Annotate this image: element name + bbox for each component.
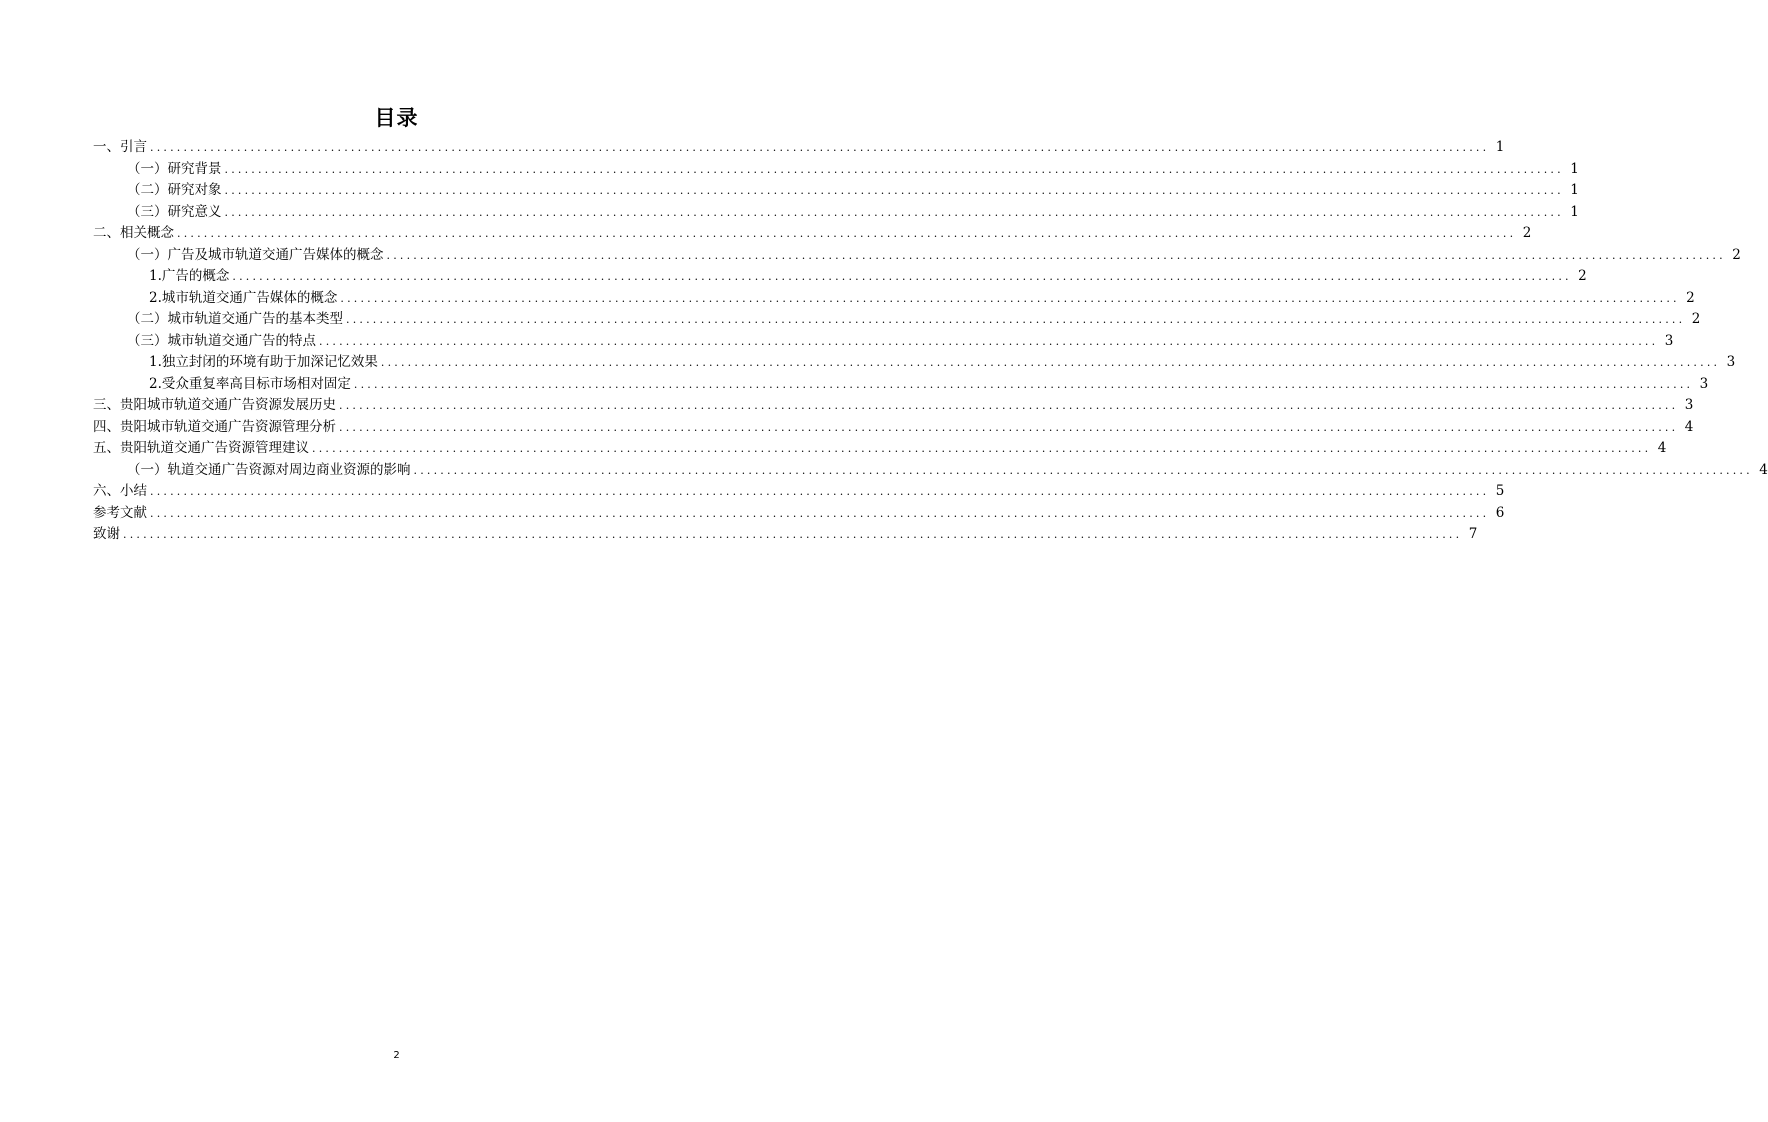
toc-entry-title: 五、贵阳轨道交通广告资源管理建议: [93, 440, 309, 456]
toc-leader-dots: ........................................................................................................................................................................................................: [340, 291, 1680, 305]
toc-entry-title: 致谢: [93, 526, 120, 542]
toc-entry-title: （一）轨道交通广告资源对周边商业资源的影响: [127, 461, 411, 478]
toc-entry-page: 1: [1570, 182, 1579, 198]
toc-entry[interactable]: [93, 503, 1505, 525]
toc-leader-dots: ........................................................................................................................................................................................................: [413, 463, 1753, 477]
toc-entry-title: 参考文献: [93, 504, 147, 521]
toc-entry-page: 1: [1570, 203, 1579, 220]
toc-leader-dots: ........................................................................................................................................................................................................: [319, 334, 1659, 348]
page-title: 目录: [374, 106, 419, 130]
toc-leader-dots: ........................................................................................................................................................................................................: [232, 270, 1572, 283]
toc-entry-page: 4: [1684, 418, 1694, 435]
toc-leader-dots: ........................................................................................................................................................................................................: [339, 399, 1679, 412]
toc-entry[interactable]: [93, 417, 1694, 439]
toc-entry-page: 1: [1570, 160, 1579, 177]
toc-entry[interactable]: [93, 288, 1695, 310]
toc-entry-page: 7: [1468, 526, 1478, 542]
toc-entry-page: 2: [1686, 289, 1695, 306]
toc-entry-page: 6: [1495, 504, 1505, 521]
toc-entry-page: 3: [1664, 332, 1674, 349]
toc-leader-dots: ........................................................................................................................................................................................................: [177, 227, 1517, 240]
toc-entry-title: （三）研究意义: [127, 203, 222, 220]
toc-entry[interactable]: [93, 309, 1701, 331]
toc-entry-page: 4: [1759, 461, 1768, 478]
toc-leader-dots: ........................................................................................................................................................................................................: [123, 528, 1463, 541]
toc-entry-title: 2.受众重复率高目标市场相对固定: [149, 375, 351, 392]
toc-entry[interactable]: [93, 245, 1741, 267]
toc-entry-page: 2: [1578, 268, 1587, 284]
toc-entry[interactable]: [93, 180, 1579, 202]
toc-entry[interactable]: [93, 395, 1694, 417]
toc-leader-dots: ........................................................................................................................................................................................................: [150, 485, 1490, 498]
toc-entry[interactable]: [93, 202, 1579, 224]
toc-entry-title: 六、小结: [93, 483, 147, 499]
toc-entry-title: （二）研究对象: [127, 182, 222, 198]
toc-leader-dots: ........................................................................................................................................................................................................: [353, 377, 1694, 391]
toc-entry-page: 5: [1495, 483, 1505, 499]
toc-entry-title: 1.广告的概念: [149, 268, 230, 284]
toc-entry-title: （二）城市轨道交通广告的基本类型: [127, 311, 343, 327]
toc-leader-dots: ........................................................................................................................................................................................................: [386, 248, 1726, 262]
toc-leader-dots: ........................................................................................................................................................................................................: [224, 184, 1564, 197]
toc-entry-title: （一）广告及城市轨道交通广告媒体的概念: [127, 246, 384, 263]
toc-entry[interactable]: [93, 159, 1579, 181]
toc-entry-title: 二、相关概念: [93, 225, 174, 241]
toc-entry-title: 一、引言: [93, 139, 147, 155]
toc-leader-dots: ........................................................................................................................................................................................................: [312, 442, 1652, 455]
toc-entry-title: 四、贵阳城市轨道交通广告资源管理分析: [93, 418, 336, 435]
toc-entry-title: 2.城市轨道交通广告媒体的概念: [149, 289, 338, 306]
toc-entry-page: 4: [1657, 440, 1667, 456]
toc-leader-dots: ........................................................................................................................................................................................................: [150, 506, 1490, 520]
page-number: 2: [393, 1050, 400, 1061]
toc-leader-dots: ........................................................................................................................................................................................................: [224, 205, 1564, 219]
toc-entry-title: （三）城市轨道交通广告的特点: [127, 332, 316, 349]
toc-entry[interactable]: [93, 223, 1532, 245]
toc-entry[interactable]: [93, 137, 1505, 159]
toc-entry[interactable]: [93, 460, 1768, 482]
toc-entry[interactable]: [93, 352, 1736, 374]
toc-entry-title: 1.独立封闭的环境有助于加深记忆效果: [149, 354, 378, 370]
toc-entry-page: 3: [1684, 397, 1694, 413]
toc-leader-dots: ........................................................................................................................................................................................................: [380, 356, 1721, 369]
toc-leader-dots: ........................................................................................................................................................................................................: [224, 162, 1564, 176]
toc-leader-dots: ........................................................................................................................................................................................................: [346, 313, 1686, 326]
toc-entry[interactable]: [93, 266, 1587, 288]
toc-entry-page: 2: [1691, 311, 1701, 327]
toc-entry[interactable]: [93, 331, 1674, 353]
toc-entry-page: 1: [1495, 139, 1505, 155]
toc-entry-page: 3: [1699, 375, 1709, 392]
toc-entry-title: （一）研究背景: [127, 160, 222, 177]
toc-entry-page: 3: [1726, 354, 1736, 370]
toc-entry[interactable]: [93, 481, 1505, 503]
toc-entry[interactable]: [93, 438, 1667, 460]
toc-entry-title: 三、贵阳城市轨道交通广告资源发展历史: [93, 397, 336, 413]
toc-entry-page: 2: [1522, 225, 1532, 241]
toc-entry-page: 2: [1732, 246, 1741, 263]
table-of-contents: [93, 137, 1768, 546]
toc-leader-dots: ........................................................................................................................................................................................................: [150, 141, 1490, 154]
toc-entry[interactable]: [93, 524, 1478, 546]
toc-leader-dots: ........................................................................................................................................................................................................: [339, 420, 1679, 434]
toc-entry[interactable]: [93, 374, 1709, 396]
